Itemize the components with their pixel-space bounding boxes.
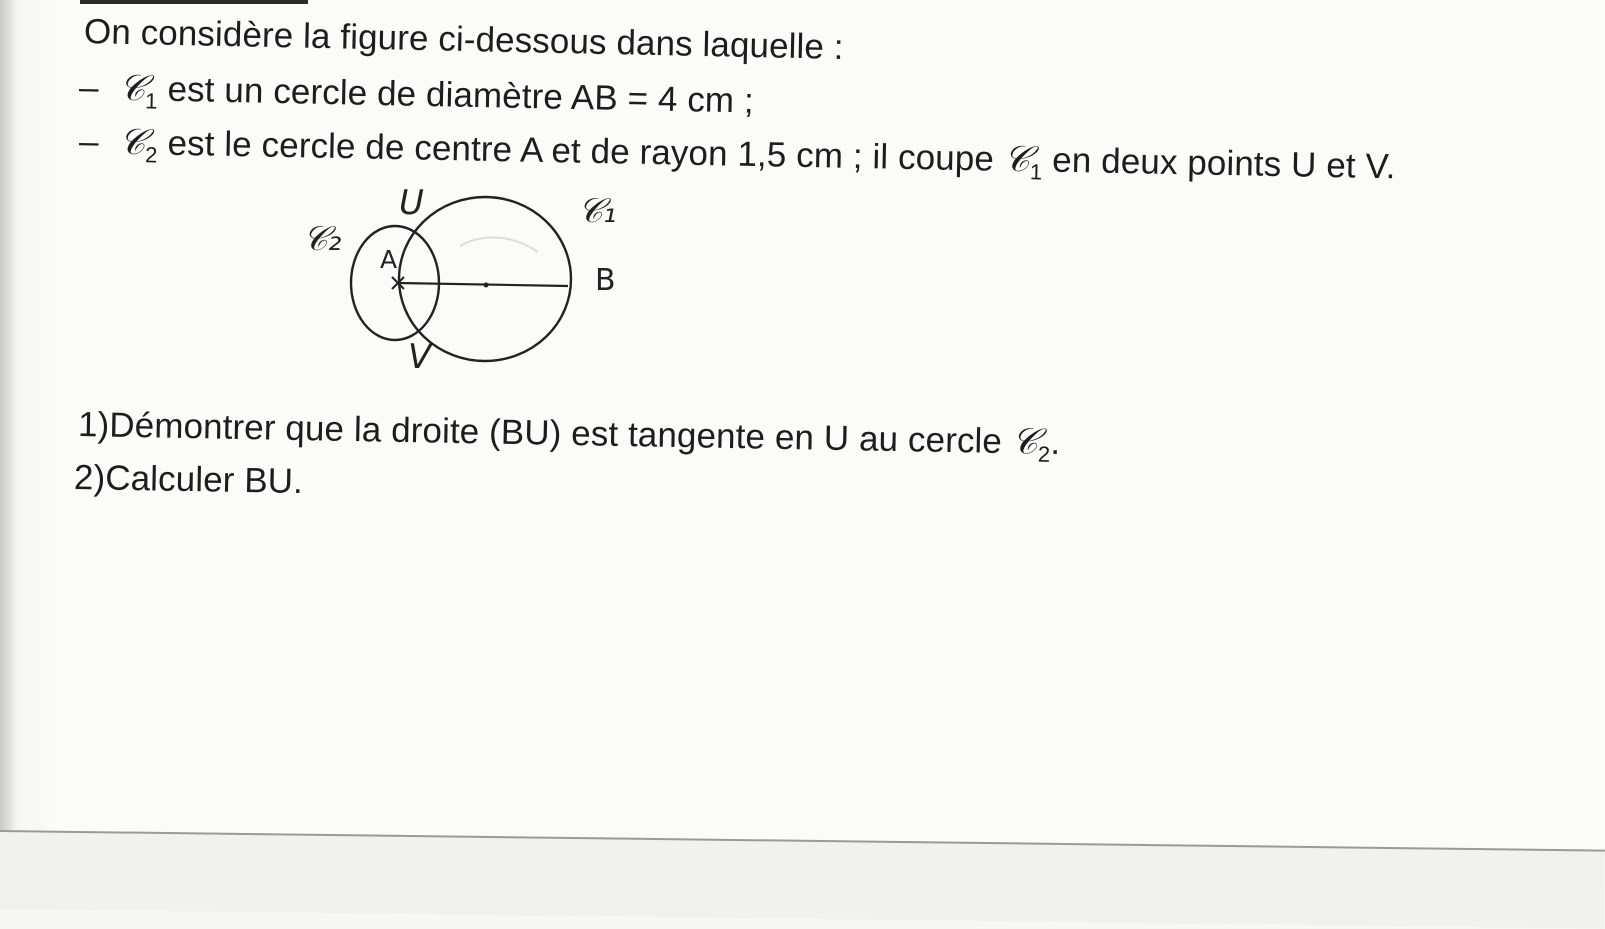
label-v: V	[408, 337, 432, 377]
label-b: B	[595, 263, 616, 298]
symbol-c-second: 𝒞	[1003, 138, 1031, 181]
diameter-ab	[398, 283, 568, 286]
question-2: 2)Calculer BU.	[73, 458, 304, 501]
symbol-c: 𝒞	[118, 121, 146, 164]
question-1-text: 1)Démontrer que la droite (BU) est tangente en U au cercle	[77, 405, 1013, 462]
intro-text: On considère la figure ci-dessous dans laquelle :	[83, 12, 845, 67]
dash-2: –	[78, 122, 100, 162]
dash-1: –	[78, 68, 100, 108]
label-a: A	[380, 245, 398, 274]
label-c2: 𝒞₂	[303, 219, 342, 259]
bullet-2-end-text: en deux points U et V.	[1042, 140, 1396, 187]
center-c1-point	[484, 283, 489, 288]
symbol-c: 𝒞	[1011, 421, 1039, 463]
subscript-1-second: 1	[1029, 159, 1043, 185]
bullet-1-text: est un cercle de diamètre AB = 4 cm ;	[157, 69, 755, 121]
subscript-2: 2	[1037, 441, 1051, 467]
question-1-suffix: .	[1050, 422, 1061, 462]
faint-measure-mark	[460, 237, 538, 252]
bullet-2-text: est le cercle de centre A et de rayon 1,5 cm ; il coupe	[157, 123, 1005, 179]
symbol-c: 𝒞	[118, 67, 146, 110]
label-u: U	[399, 183, 424, 223]
label-c1: 𝒞₁	[578, 191, 617, 231]
subscript-2: 2	[144, 142, 158, 168]
subscript-1: 1	[144, 88, 158, 114]
